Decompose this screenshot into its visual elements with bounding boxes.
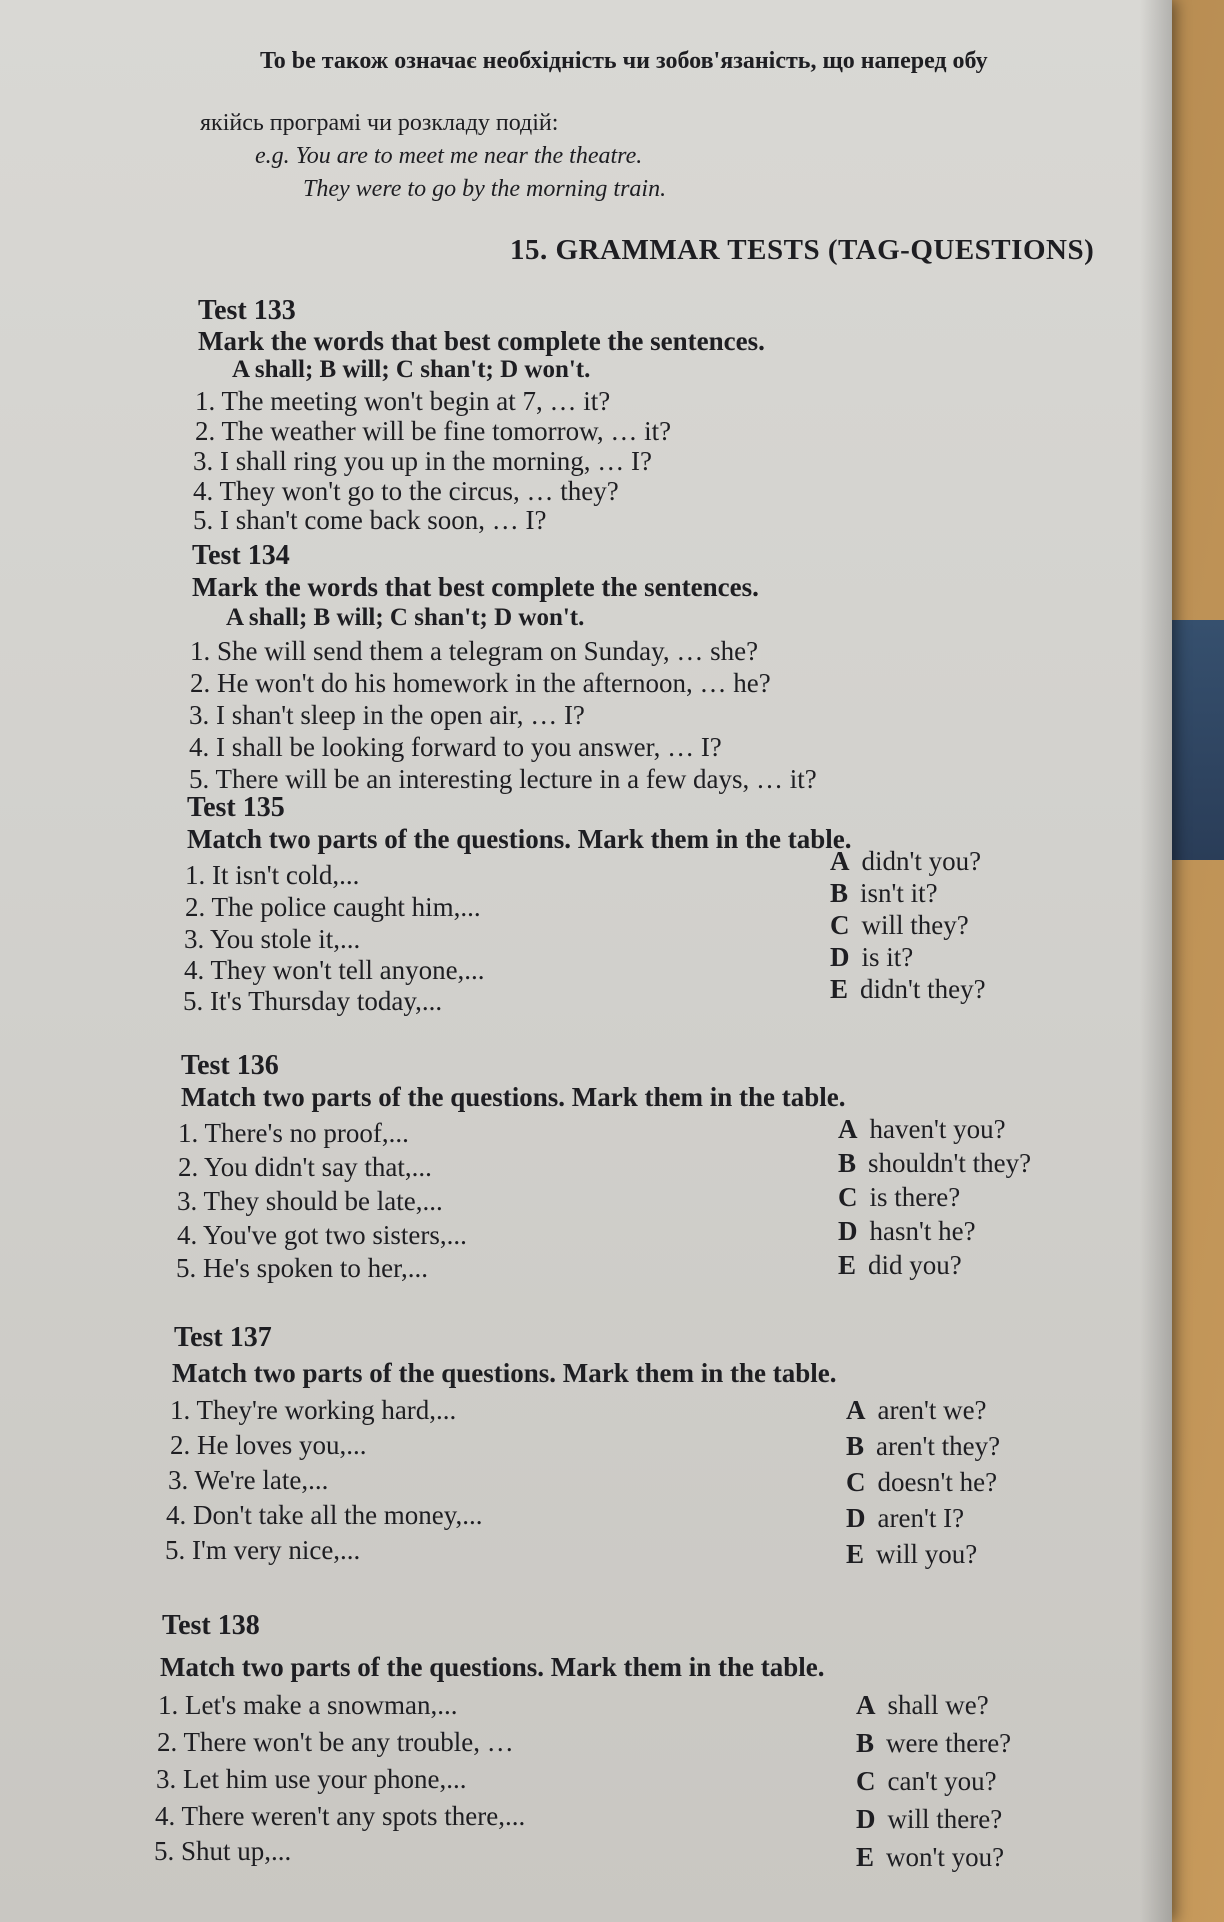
answer-option: E didn't they? bbox=[830, 974, 986, 1004]
answer-option: A haven't you? bbox=[838, 1114, 1006, 1144]
answer-option: D hasn't he? bbox=[838, 1216, 976, 1246]
test-item: 1. They're working hard,... bbox=[170, 1395, 457, 1425]
test-item: 1. There's no proof,... bbox=[178, 1118, 409, 1148]
answer-option: C doesn't he? bbox=[846, 1467, 998, 1497]
page-shadow bbox=[1140, 0, 1172, 1922]
test-item: 4. There weren't any spots there,... bbox=[155, 1801, 526, 1831]
test-instruction: Match two parts of the questions. Mark them in the table. bbox=[187, 824, 852, 854]
test-item: 4. Don't take all the money,... bbox=[166, 1500, 483, 1530]
answer-option: E did you? bbox=[838, 1250, 962, 1280]
intro-example-2: They were to go by the morning train. bbox=[303, 176, 667, 202]
test-instruction: Mark the words that best complete the sentences. bbox=[192, 572, 759, 602]
answer-option: D aren't I? bbox=[846, 1503, 965, 1533]
intro-line-1: To be також означає необхідність чи зобов'язаність, що наперед обу bbox=[260, 48, 988, 74]
answer-option: C can't you? bbox=[856, 1766, 997, 1796]
test-item: 5. It's Thursday today,... bbox=[183, 986, 443, 1016]
test-item: 5. I'm very nice,... bbox=[165, 1535, 361, 1565]
answer-option: B shouldn't they? bbox=[838, 1148, 1032, 1178]
answer-option: D will there? bbox=[856, 1804, 1003, 1834]
test-item: 5. I shan't come back soon, … I? bbox=[193, 505, 547, 535]
test-title: Test 138 bbox=[162, 1610, 260, 1641]
answer-option: A didn't you? bbox=[830, 846, 982, 876]
test-title: Test 134 bbox=[192, 540, 290, 571]
test-item: 5. There will be an interesting lecture in a few days, … it? bbox=[189, 764, 817, 794]
test-item: 2. He won't do his homework in the afternoon, … he? bbox=[190, 668, 771, 698]
test-item: 3. Let him use your phone,... bbox=[156, 1764, 467, 1794]
test-options: A shall; B will; C shan't; D won't. bbox=[232, 356, 591, 383]
test-item: 2. The police caught him,... bbox=[185, 892, 481, 922]
test-item: 3. They should be late,... bbox=[177, 1186, 443, 1216]
book-edge bbox=[1172, 620, 1224, 860]
test-item: 2. There won't be any trouble, … bbox=[157, 1727, 514, 1757]
test-item: 3. We're late,... bbox=[168, 1465, 329, 1495]
test-item: 2. The weather will be fine tomorrow, … it? bbox=[195, 416, 672, 446]
intro-example-1: e.g. You are to meet me near the theatre. bbox=[255, 143, 643, 169]
test-title: Test 135 bbox=[187, 792, 285, 823]
section-heading: 15. GRAMMAR TESTS (TAG-QUESTIONS) bbox=[510, 234, 1095, 266]
test-item: 1. The meeting won't begin at 7, … it? bbox=[195, 386, 611, 416]
test-item: 2. You didn't say that,... bbox=[178, 1152, 432, 1182]
answer-option: B isn't it? bbox=[830, 878, 938, 908]
test-item: 4. They won't go to the circus, … they? bbox=[193, 476, 619, 506]
test-item: 1. Let's make a snowman,... bbox=[158, 1690, 458, 1720]
test-instruction: Match two parts of the questions. Mark them in the table. bbox=[181, 1082, 846, 1112]
answer-option: A aren't we? bbox=[846, 1395, 987, 1425]
intro-line-2: якійсь програмі чи розкладу подій: bbox=[200, 110, 559, 136]
answer-option: C will they? bbox=[830, 910, 969, 940]
test-title: Test 136 bbox=[181, 1050, 279, 1081]
test-item: 5. Shut up,... bbox=[154, 1836, 292, 1866]
answer-option: C is there? bbox=[838, 1182, 961, 1212]
answer-option: B aren't they? bbox=[846, 1431, 1001, 1461]
test-options: A shall; B will; C shan't; D won't. bbox=[226, 604, 585, 631]
test-instruction: Mark the words that best complete the sentences. bbox=[198, 326, 765, 356]
test-item: 4. You've got two sisters,... bbox=[177, 1220, 467, 1250]
test-item: 4. They won't tell anyone,... bbox=[184, 955, 485, 985]
test-item: 3. You stole it,... bbox=[184, 924, 361, 954]
test-item: 4. I shall be looking forward to you answer, … I? bbox=[189, 732, 722, 762]
test-instruction: Match two parts of the questions. Mark them in the table. bbox=[160, 1652, 825, 1682]
test-item: 3. I shall ring you up in the morning, … I? bbox=[193, 446, 652, 476]
test-title: Test 137 bbox=[174, 1322, 272, 1353]
test-item: 3. I shan't sleep in the open air, … I? bbox=[189, 700, 585, 730]
test-title: Test 133 bbox=[198, 295, 296, 326]
test-item: 1. She will send them a telegram on Sunday, … she? bbox=[190, 636, 759, 666]
test-item: 2. He loves you,... bbox=[170, 1430, 367, 1460]
answer-option: D is it? bbox=[830, 942, 914, 972]
answer-option: E will you? bbox=[846, 1539, 978, 1569]
test-item: 1. It isn't cold,... bbox=[185, 860, 360, 890]
answer-option: B were there? bbox=[856, 1728, 1012, 1758]
test-item: 5. He's spoken to her,... bbox=[176, 1253, 428, 1283]
test-instruction: Match two parts of the questions. Mark them in the table. bbox=[172, 1358, 837, 1388]
answer-option: E won't you? bbox=[856, 1842, 1005, 1872]
answer-option: A shall we? bbox=[856, 1690, 989, 1720]
